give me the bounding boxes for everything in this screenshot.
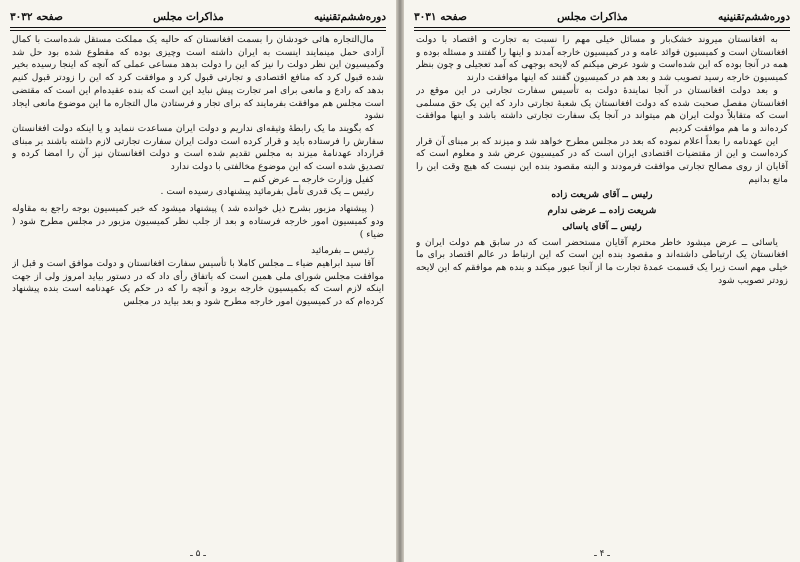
right-header-title: مذاکرات مجلس	[557, 11, 628, 23]
left-proposal-quote: ( پیشنهاد مزبور بشرح ذیل خوانده شد ) پیشنهاد میشود که خبر کمیسیون بوجه راجع به مقاوله ودو کمیسیون امور خارجه فرستاده و بعد از جلب نظر کمیسیون مزبور در مجلس مطرح شود ( ضیاء )	[12, 203, 384, 240]
right-speaker-line-2: شریعت زاده ــ عرضی ندارم	[547, 205, 657, 217]
right-paragraph-3: این عهدنامه را بعداً اعلام نموده که بعد در مجلس مطرح خواهد شد و میزند که بر مبنای آن قرار کرده‌است و این از مقتضیات اقتصادی ایران است که در کمیسیون عرض شد و معلوم است که آقایان از روی مصالح تجارتی موافقت فرمودند و البته مقصود بنده این نیست که هیچ وقت این را مانع بدانیم	[416, 135, 788, 185]
left-page	[0, 0, 396, 562]
left-header-journal: دوره‌ششم‌تقنینیه	[313, 11, 386, 23]
book-gutter	[396, 0, 404, 562]
left-footer-number: ـ ۵ ـ	[190, 549, 206, 559]
right-header-rule	[414, 27, 790, 28]
left-header-title: مذاکرات مجلس	[153, 11, 224, 23]
left-kafil-line: کفیل وزارت خارجه ــ عرض کنم ــ	[244, 173, 374, 185]
left-header-rule	[10, 27, 386, 28]
left-header-rule-thin	[10, 30, 386, 31]
left-closing-paragraph: آقا سید ابراهیم ضیاء ــ مجلس کاملا با تأسیس سفارت افغانستان و دولت موافق است و قبل از موافقت مجلس شورای ملی همین است که باتفاق رأی داد که در دستور بیاید امروز ولی از جهت اینکه لازم است که بکمیسیون خارجه برود و آنچه را که در حکم یک عهدنامه است بنده پیشنهاد کرده‌ام که در کمیسیون امور خارجه مطرح شود و بعد بیاید در مجلس	[12, 257, 384, 308]
left-rais-line-2: رئیس ــ بفرمائید	[311, 245, 374, 257]
right-speaker-line-3: رئیس ــ آقای یاسائی	[562, 220, 642, 232]
left-header-page-number: صفحه ۳۰۳۲	[10, 11, 63, 23]
right-closing-paragraph: یاسائی ــ عرض میشود خاطر محترم آقایان مستحضر است که در سابق هم دولت ایران و افغانستان یک ارتباطی داشته‌اند و مقصود بنده این است که این ارتباط در عالم اقتصاد برای ما خیلی مهم است زیرا یک قسمت عمدهٔ تجارت ما از آنجا عبور میکند و بنده هم موافقم که این لایحه زودتر تصویب شود	[416, 236, 788, 286]
right-page-header	[414, 8, 790, 26]
right-header-rule-thin	[414, 30, 790, 31]
left-page-header	[10, 8, 386, 26]
left-rais-line-1: رئیس ــ یک قدری تأمل بفرمائید پیشنهادی رسیده است .	[160, 186, 374, 198]
right-paragraph-2: و بعد دولت افغانستان در آنجا نمایندهٔ دولت به تأسیس سفارت تجارتی در این موقع در افغانستان مفصل صحبت شده که دولت افغانستان یک شعبهٔ تجارتی دارد که این یک حق مسلمی است که متقابلاً دولت ایران هم میتواند در آنجا یک سفارت تجارتی داشته باشد و اینها موافقت کرده‌اند و ما هم موافقت کردیم	[416, 84, 788, 134]
left-page-body	[12, 34, 384, 546]
right-header-journal: دوره‌ششم‌تقنینیه	[717, 11, 790, 23]
right-speaker-line-1: رئیس ــ آقای شریعت زاده	[551, 189, 653, 201]
left-paragraph-2: که بگویند ما یک رابطهٔ وثیقه‌ای نداریم و دولت ایران مساعدت ننماید و یا اینکه دولت افغانستان سفارش را فرستاده باید و قرار کرده است دولت ایران سفارت تجارتی لازم داشته باشند بر مبنای قرارداد عهدنامهٔ میزند به مجلس تقدیم شده است و دولت افغانستان نیز آن را امضا کرده و تصدیق شده است که این موضوع مخالفتی با دولت ندارد	[12, 122, 384, 173]
right-header-page-number: صفحه ۳۰۳۱	[414, 11, 467, 23]
right-paragraph-1: به افغانستان میروند خشک‌بار و مسائل خیلی مهم را نسبت به تجارت و اقتصاد با دولت افغانستان است و کمیسیون فوائد عامه و در کمیسیون خارجه آمدند و اینها را گفتند و مسئله بوده و همه در آنجا بوده که این شده‌است و شود عرض میکنم که لایحه بوجهی که آمد تعجیلی و چون بنظر کمیسیون خارجه رسید تصویب شد و بعد هم در کمیسیون گفتند که اینها موافقت دارند	[416, 34, 788, 84]
right-footer-number: ـ ۴ ـ	[594, 549, 610, 559]
right-page-body	[416, 34, 788, 546]
right-page	[404, 0, 800, 562]
left-paragraph-1: مال‌التجاره هائی خودشان را بسمت افغانستان که حالیه یک مملکت مستقل شده‌است با کمال آزادی حمل مینمایند اینست به ایران داشته است وچیزی بوده که مقطوع شده بود حل شد وکمیسیون این نظر دولت را نیز که این را دولت بدهد مساعی عملی که آنچه که اینجا رسیده بخیر شده قبول کرد که منافع اقتصادی و تجارتی قبول کرد و موافقت کرد که این را زودتر قبول کنیم بدهد که رادع و مانعی برای امر تجارت پیش نباید این است که بنده عقیده‌ام این است که مقتضی است مجلس هم موافقت بفرمایند که برای تجار و فرستادن مال التجاره ما این موضوع مانعی ایجاد نشود	[12, 34, 384, 122]
